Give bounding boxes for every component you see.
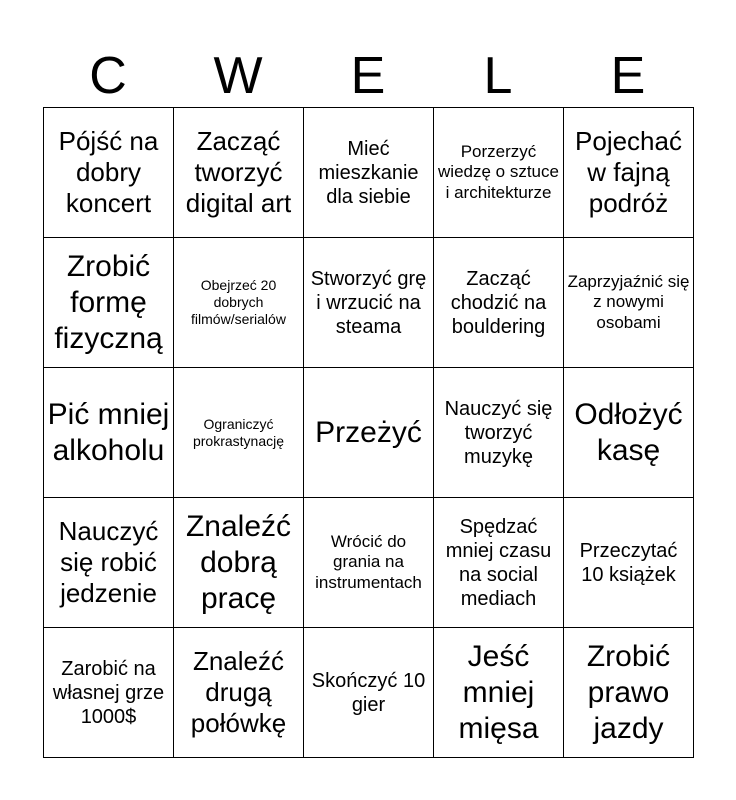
header-letter-c: C [89,47,127,105]
bingo-cell[interactable]: Ograniczyć prokrastynację [174,368,304,498]
bingo-cell[interactable]: Wrócić do grania na instrumentach [304,498,434,628]
bingo-cell[interactable]: Zacząć tworzyć digital art [174,108,304,238]
bingo-cell[interactable]: Mieć mieszkanie dla siebie [304,108,434,238]
header-letter-l: L [483,47,513,105]
bingo-cell[interactable]: Znaleźć drugą połówkę [174,628,304,758]
bingo-cell[interactable]: Jeść mniej mięsa [434,628,564,758]
bingo-cell[interactable]: Spędzać mniej czasu na social mediach [434,498,564,628]
bingo-cell[interactable]: Porzerzyć wiedzę o sztuce i architekturze [434,108,564,238]
bingo-cell[interactable]: Przeczytać 10 książek [564,498,694,628]
bingo-cell[interactable]: Skończyć 10 gier [304,628,434,758]
bingo-row [44,108,694,238]
header-letter-w: W [213,47,263,105]
bingo-cell[interactable]: Obejrzeć 20 dobrych filmów/serialów [174,238,304,368]
bingo-grid [43,107,694,758]
bingo-row [44,628,694,758]
bingo-cell[interactable]: Zrobić prawo jazdy [564,628,694,758]
bingo-cell[interactable]: Zarobić na własnej grze 1000$ [44,628,174,758]
bingo-cell[interactable]: Zrobić formę fizyczną [44,238,174,368]
bingo-header [43,44,693,108]
bingo-cell[interactable]: Pójść na dobry koncert [44,108,174,238]
bingo-cell[interactable]: Pić mniej alkoholu [44,368,174,498]
bingo-cell[interactable]: Zacząć chodzić na bouldering [434,238,564,368]
bingo-cell[interactable]: Stworzyć grę i wrzucić na steama [304,238,434,368]
header-letter-e: E [350,47,386,105]
bingo-cell[interactable]: Pojechać w fajną podróż [564,108,694,238]
bingo-cell[interactable]: Zaprzyjaźnić się z nowymi osobami [564,238,694,368]
bingo-row [44,368,694,498]
bingo-cell[interactable]: Nauczyć się robić jedzenie [44,498,174,628]
bingo-row [44,498,694,628]
bingo-cell[interactable]: Przeżyć [304,368,434,498]
bingo-cell[interactable]: Odłożyć kasę [564,368,694,498]
header-letter-e-2: E [610,47,646,105]
bingo-cell[interactable]: Znaleźć dobrą pracę [174,498,304,628]
bingo-cell[interactable]: Nauczyć się tworzyć muzykę [434,368,564,498]
bingo-row [44,238,694,368]
